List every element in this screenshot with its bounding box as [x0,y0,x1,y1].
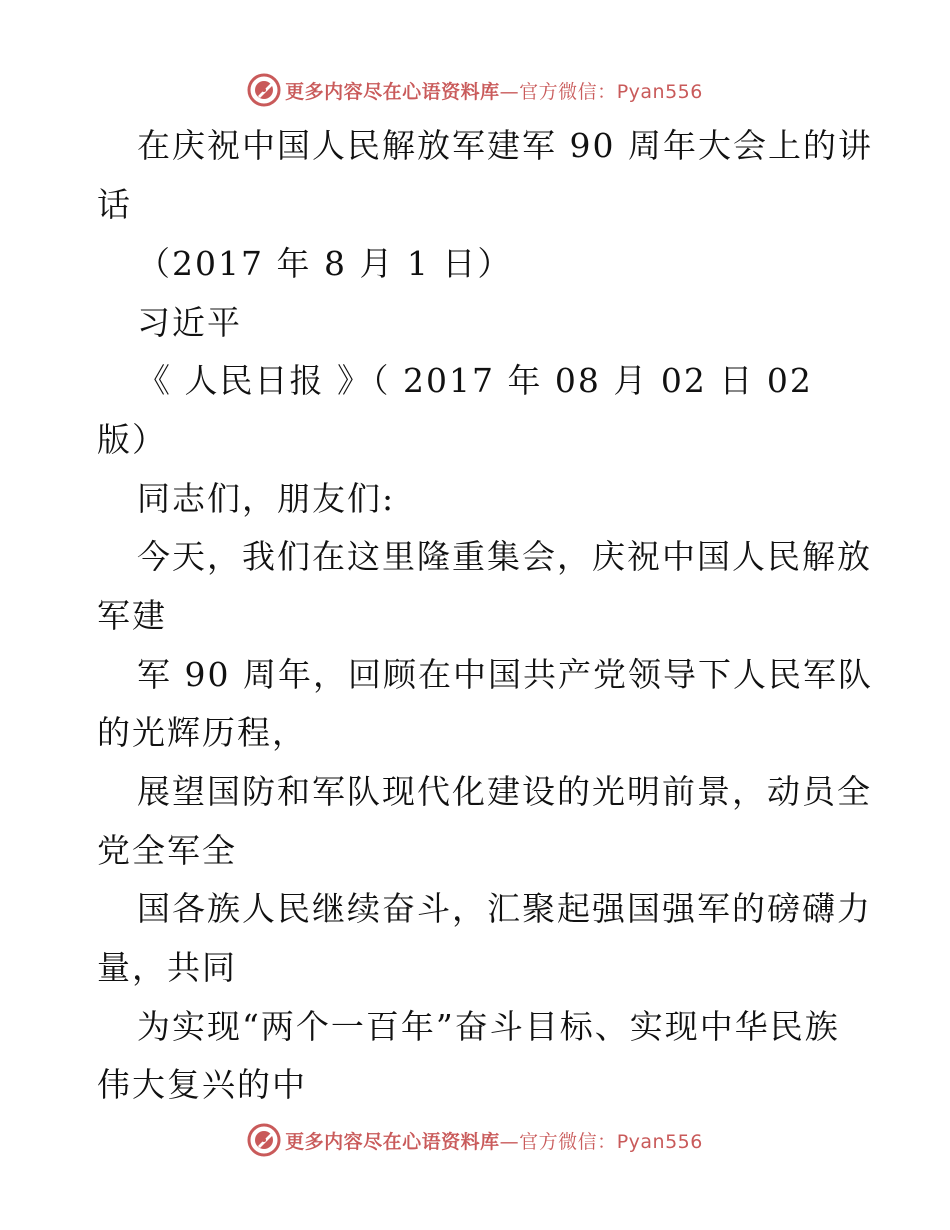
paragraph-line: 展望国防和军队现代化建设的光明前景，动员全 [137,772,872,811]
seal-pen-logo-icon [247,1123,281,1157]
watermark-header [0,70,950,110]
date-line: （2017 年 8 月 1 日） [137,244,513,283]
watermark-account: Pyan556 [616,80,703,103]
source-line-2: 版） [97,420,167,459]
paragraph-line: 量，共同 [97,948,237,987]
watermark-sub: 官方微信： [519,80,617,103]
paragraph-line: 党全军全 [97,831,237,870]
paragraph-line: 为实现“两个一百年”奋斗目标、实现中华民族 [137,1007,840,1046]
title-line-1: 在庆祝中国人民解放军建军 90 周年大会上的讲 [137,126,873,165]
paragraph-line: 军 90 周年，回顾在中国共产党领导下人民军队 [137,655,873,694]
watermark-main: 更多内容尽在心语资料库 [285,80,500,103]
paragraph-line: 国各族人民继续奋斗，汇聚起强国强军的磅礴力 [137,889,872,928]
salutation-line: 同志们，朋友们: [137,479,396,518]
paragraph-line: 今天，我们在这里隆重集会，庆祝中国人民解放 [137,537,872,576]
seal-pen-logo-icon [247,73,281,107]
watermark-text [285,1127,703,1154]
watermark-main: 更多内容尽在心语资料库 [285,1130,500,1153]
watermark-sub: 官方微信： [519,1130,617,1153]
watermark-dash: — [499,80,520,103]
paragraph-line: 伟大复兴的中 [97,1065,307,1104]
author-line: 习近平 [137,303,242,342]
watermark-footer [0,1120,950,1160]
watermark-dash: — [499,1130,520,1153]
paragraph-line: 军建 [97,596,167,635]
title-line-2: 话 [97,185,132,224]
watermark-text [285,77,703,104]
paragraph-line: 的光辉历程， [97,713,307,752]
source-line-1: 《 人民日报 》（ 2017 年 08 月 02 日 02 [137,361,813,400]
watermark-account: Pyan556 [616,1130,703,1153]
